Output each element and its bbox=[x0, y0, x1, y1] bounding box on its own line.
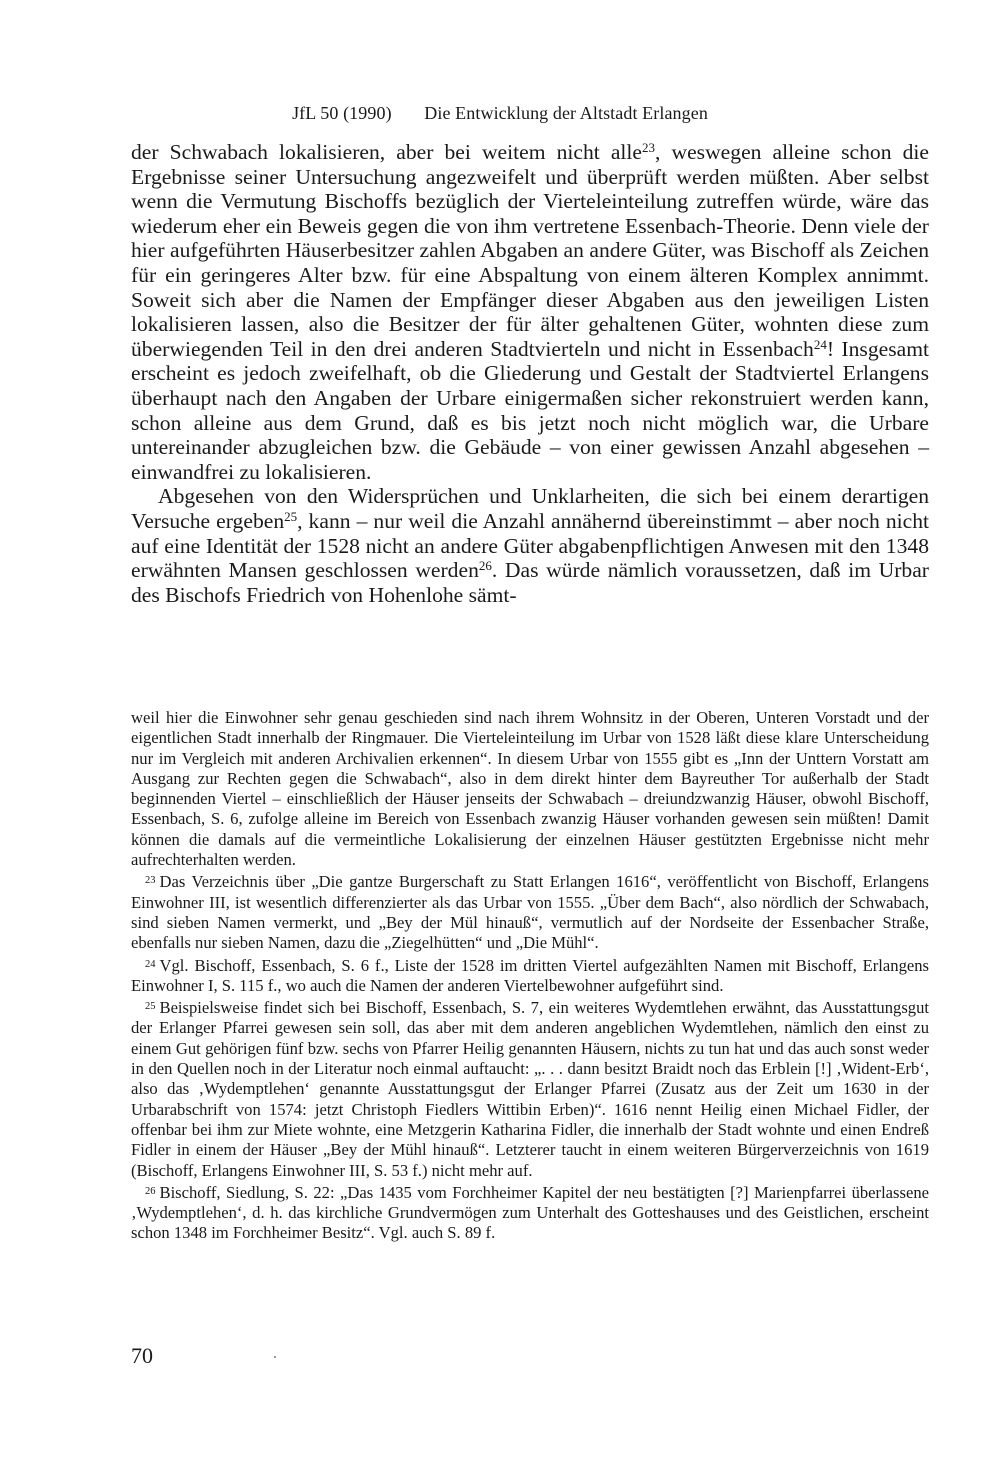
paragraph-1 bbox=[131, 140, 929, 484]
page-number: 70 bbox=[131, 1343, 153, 1368]
paragraph-2 bbox=[131, 484, 929, 607]
footnote-text: Vgl. Bischoff, Essenbach, S. 6 f., Liste der 1528 im dritten Viertel aufgezählten Namen mit Bischoff, Erlangens Einwohner I, S. 115 f., wo auch die Namen der anderen Viertelbewohner aufgeführt sind. bbox=[131, 955, 929, 995]
footnote-text: Das Verzeichnis über „Die gantze Burgerschaft zu Statt Erlangen 1616“, veröffentlicht von Bischoff, Erlangens Einwohner III, ist wesentlich differenzierter als das Urbar von 1555. „Über dem Bach“, also nördlich der Schwabach, sind sieben Namen vermerkt, und „Bey der Mül hinauß“, vermutlich auf der Nordseite der Essenbacher Straße, ebenfalls nur sieben Namen, dazu die „Ziegelhütten“ und „Die Mühl“. bbox=[131, 872, 929, 953]
journal-citation: JfL 50 (1990) bbox=[292, 103, 392, 123]
running-head bbox=[0, 103, 1000, 124]
paragraph-2-text-a: Abgesehen von den Widersprüchen und Unklarheiten, die sich bei einem derartigen Versuche ergeben bbox=[131, 484, 929, 533]
footnote-ref-25: 25 bbox=[284, 508, 298, 524]
footnote-25 bbox=[131, 998, 929, 1181]
footnote-26 bbox=[131, 1183, 929, 1244]
paragraph-1-text-c: ! Insgesamt erscheint es jedoch zweifelhaft, ob die Gliederung und Gestalt der Stadtviertel Erlangens überhaupt nach den Angaben der Urbare einigermaßen sicher rekonstruiert werden kann, schon alleine aus dem Grund, daß es bis jetzt noch nicht möglich war, die Urbare untereinander abzugleichen bzw. die Gebäude – von einer gewissen Anzahl abgesehen – einwandfrei zu lokalisieren. bbox=[131, 336, 929, 484]
paragraph-2-text-c: . Das würde nämlich voraussetzen, daß im Urbar des Bischofs Friedrich von Hohenlohe sämt- bbox=[131, 558, 929, 607]
scan-speck bbox=[274, 1356, 276, 1358]
footnote-ref-24: 24 bbox=[813, 336, 827, 352]
footnotes bbox=[131, 708, 929, 1246]
paragraph-2-text-b: , kann – nur weil die Anzahl annähernd übereinstimmt – aber noch nicht auf eine Identität der 1528 nicht an andere Güter abgabenpflichtigen Anwesen mit den 1348 erwähnten Mansen geschlossen werden bbox=[131, 508, 929, 583]
footnote-text: Beispielsweise findet sich bei Bischoff, Essenbach, S. 7, ein weiteres Wydemtlehen erwähnt, das Ausstattungsgut der Erlanger Pfarrei gewesen sein soll, das aber mit dem anderen angeblichen Wydemtlehen, nämlich den einst zu einem Gut gehörigen fünf bzw. sechs von Pfarrer Heilig genannten Häusern, nichts zu tun hat und das auch sonst weder in den Quellen noch in der Literatur noch einmal auftaucht: „. . . dann besitzt Braidt noch das Erblein [!] ‚Wident-Erb‘, also das ‚Wydemptlehen‘ genannte Ausstattungsgut der Erlanger Pfarrei (Zusatz aus der Zeit um 1630 in der Urbarabschrift von 1574: jetzt Christoph Fiedlers Wittibin Erben)“. 1616 nennt Heilig einen Michael Fidler, der offenbar bei ihm zur Miete wohnte, eine Metzgerin Katharina Fidler, die innerhalb der Stadt wohnte und einen Endreß Fidler in einem der Häuser „Bey der Mühl hinauß“. Letzterer taucht in einem weiteren Bürgerverzeichnis von 1619 (Bischoff, Erlangens Einwohner III, S. 53 f.) nicht mehr auf. bbox=[131, 998, 929, 1180]
article-title: Die Entwicklung der Altstadt Erlangen bbox=[424, 103, 708, 123]
footnote-number: 24 bbox=[145, 958, 156, 970]
paragraph-1-text-a: der Schwabach lokalisieren, aber bei weitem nicht alle bbox=[131, 140, 643, 164]
footnote-continued: weil hier die Einwohner sehr genau geschieden sind nach ihrem Wohnsitz in der Oberen, Unteren Vorstadt und der eigentlichen Stadt innerhalb der Ringmauer. Die Vierteleinteilung im Urbar von 1528 läßt diese klare Unterscheidung nur im Vergleich mit anderen Archivalien erkennen“. In diesem Urbar von 1555 gibt es „Inn der Unttern Vorstatt am Ausgang zur Rechten gegen die Schwabach“, also in dem direkt hinter dem Bayreuther Tor außerhalb der Stadt beginnenden Viertel – einschließlich der Häuser jenseits der Schwabach – dreiundzwanzig Häuser, obwohl Bischoff, Essenbach, S. 6, zufolge alleine im Bereich von Essenbach zwanzig Häuser vorhanden gewesen sein müßten! Damit können die damals auf die vermeintliche Lokalisierung der einzelnen Häuser gestützten Ergebnisse nicht mehr aufrechterhalten werden. bbox=[131, 708, 929, 870]
footnote-23 bbox=[131, 872, 929, 953]
footnote-24 bbox=[131, 956, 929, 997]
footnote-number: 26 bbox=[145, 1185, 156, 1197]
footnote-number: 25 bbox=[145, 1001, 156, 1013]
footnote-number: 23 bbox=[145, 875, 156, 887]
footnote-text: Bischoff, Siedlung, S. 22: „Das 1435 vom Forchheimer Kapitel der neu bestätigten [?] Marienpfarrei überlassene ‚Wydemptlehen‘, d. h. das kirchliche Grundvermögen zum Unterhalt des Gotteshauses und des Geistlichen, erscheint schon 1348 im Forchheimer Besitz“. Vgl. auch S. 89 f. bbox=[131, 1182, 929, 1243]
paragraph-1-text-b: , weswegen alleine schon die Ergebnisse seiner Untersuchung angezweifelt und überprüft werden müßten. Aber selbst wenn die Vermutung Bischoffs bezüglich der Vierteleinteilung zutreffen würde, wäre das wiederum eher ein Beweis gegen die von ihm vertretene Essenbach-Theorie. Denn viele der hier aufgeführten Häuserbesitzer zahlen Abgaben an andere Güter, was Bischoff als Zeichen für ein geringeres Alter bzw. für eine Abspaltung von einem älteren Komplex annimmt. Soweit sich aber die Namen der Empfänger dieser Abgaben aus den jeweiligen Listen lokalisieren lassen, also die Besitzer der für älter gehaltenen Güter, wohnten diese zum überwiegenden Teil in den drei anderen Stadtvierteln und nicht in Essenbach bbox=[131, 140, 929, 361]
main-text bbox=[131, 140, 929, 607]
footnote-ref-26: 26 bbox=[478, 558, 492, 574]
footnote-ref-23: 23 bbox=[642, 140, 656, 155]
